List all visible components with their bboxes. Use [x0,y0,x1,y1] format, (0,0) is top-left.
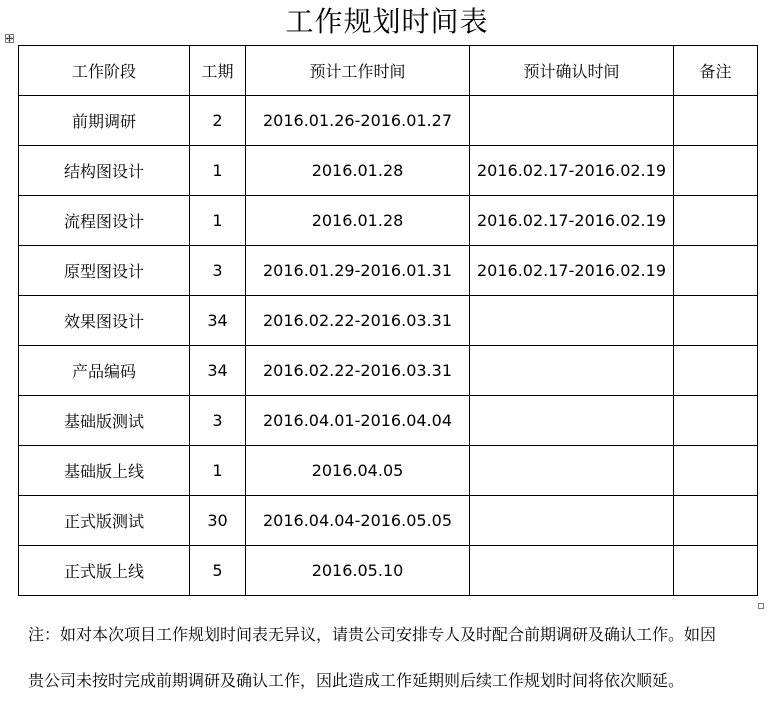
cell-confirm-time: 2016.02.17-2016.02.19 [470,146,674,196]
cell-remark [674,96,758,146]
cell-work-time: 2016.01.29-2016.01.31 [246,246,470,296]
cell-confirm-time: 2016.02.17-2016.02.19 [470,196,674,246]
cell-stage: 正式版测试 [19,496,190,546]
header-remark: 备注 [674,46,758,96]
header-stage: 工作阶段 [19,46,190,96]
cell-stage: 前期调研 [19,96,190,146]
table-header-row [19,46,758,96]
cell-work-time: 2016.04.04-2016.05.05 [246,496,470,546]
cell-stage: 结构图设计 [19,146,190,196]
cell-duration: 1 [190,446,246,496]
cell-duration: 1 [190,146,246,196]
schedule-table [18,45,758,596]
table-row [19,196,758,246]
cell-confirm-time [470,496,674,546]
table-row [19,546,758,596]
cell-remark [674,396,758,446]
cell-duration: 34 [190,346,246,396]
footnote-line-2: 贵公司未按时完成前期调研及确认工作，因此造成工作延期则后续工作规划时间将依次顺延。 [28,671,685,690]
table-row [19,146,758,196]
table-row [19,296,758,346]
cell-duration: 3 [190,396,246,446]
cell-remark [674,296,758,346]
cell-work-time: 2016.04.05 [246,446,470,496]
cell-confirm-time [470,546,674,596]
table-row [19,446,758,496]
table-resize-handle-icon[interactable] [758,603,764,609]
cell-confirm-time [470,296,674,346]
cell-remark [674,146,758,196]
cell-work-time: 2016.05.10 [246,546,470,596]
table-row [19,396,758,446]
cell-confirm-time [470,96,674,146]
cell-work-time: 2016.02.22-2016.03.31 [246,346,470,396]
cell-work-time: 2016.04.01-2016.04.04 [246,396,470,446]
cell-stage: 原型图设计 [19,246,190,296]
cell-duration: 34 [190,296,246,346]
cell-confirm-time [470,446,674,496]
cell-work-time: 2016.01.28 [246,196,470,246]
cell-work-time: 2016.02.22-2016.03.31 [246,296,470,346]
move-arrows-icon [6,35,13,42]
cell-remark [674,246,758,296]
cell-stage: 产品编码 [19,346,190,396]
cell-confirm-time [470,396,674,446]
table-row [19,96,758,146]
table-move-handle-icon[interactable] [5,34,14,43]
footnote-line-1: 注：如对本次项目工作规划时间表无异议，请贵公司安排专人及时配合前期调研及确认工作。如因 [28,625,717,644]
cell-duration: 2 [190,96,246,146]
cell-confirm-time: 2016.02.17-2016.02.19 [470,246,674,296]
cell-remark [674,346,758,396]
cell-duration: 30 [190,496,246,546]
cell-remark [674,496,758,546]
header-work-time: 预计工作时间 [246,46,470,96]
table-row [19,346,758,396]
cell-duration: 3 [190,246,246,296]
cell-stage: 效果图设计 [19,296,190,346]
cell-remark [674,446,758,496]
header-confirm-time: 预计确认时间 [470,46,674,96]
header-duration: 工期 [190,46,246,96]
footnote [28,612,768,704]
table-row [19,246,758,296]
cell-work-time: 2016.01.26-2016.01.27 [246,96,470,146]
cell-duration: 5 [190,546,246,596]
cell-stage: 流程图设计 [19,196,190,246]
cell-duration: 1 [190,196,246,246]
cell-stage: 基础版上线 [19,446,190,496]
table-row [19,496,758,546]
document-title: 工作规划时间表 [285,5,489,38]
cell-confirm-time [470,346,674,396]
cell-stage: 基础版测试 [19,396,190,446]
cell-remark [674,196,758,246]
cell-remark [674,546,758,596]
cell-work-time: 2016.01.28 [246,146,470,196]
cell-stage: 正式版上线 [19,546,190,596]
